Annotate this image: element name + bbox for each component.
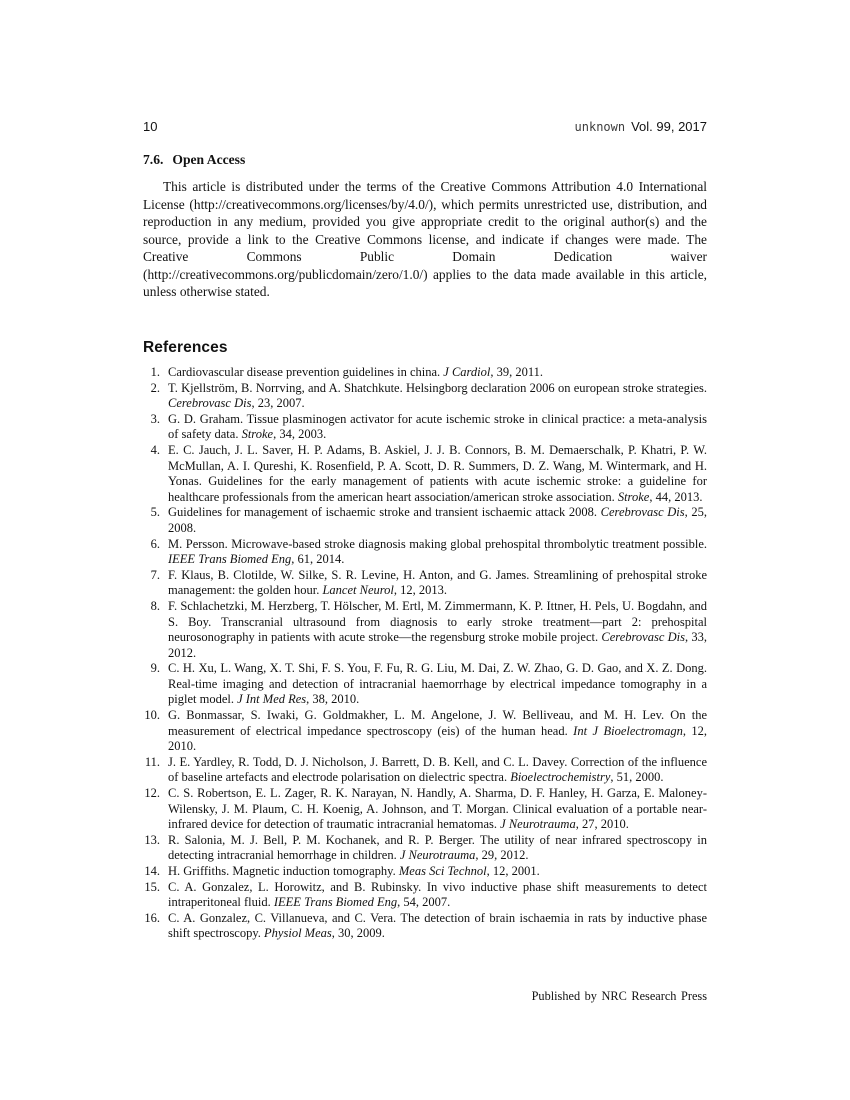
reference-item xyxy=(143,880,707,911)
reference-volume-year: , 12, 2013. xyxy=(393,583,448,598)
reference-citation-text: G. Bonmassar, S. Iwaki, G. Goldmakher, L. M. Angelone, J. W. Belliveau, and M. H. Lev. On the measurement of electrical impedance spectroscopy (eis) of the human head. xyxy=(168,708,707,738)
reference-journal-name: Cerebrovasc Dis xyxy=(601,630,686,645)
reference-item xyxy=(143,864,707,880)
reference-journal-name: J Cardiol xyxy=(443,365,491,379)
reference-citation-text: C. H. Xu, L. Wang, X. T. Shi, F. S. You, F. Fu, R. G. Liu, M. Dai, Z. W. Zhao, G. D. Gao, and X. Z. Dong. Real-time imaging and detection of intracranial haemorrhage by electrical impedance tomography in a piglet model. xyxy=(168,661,707,707)
reference-body xyxy=(168,708,707,753)
reference-journal-name: Stroke xyxy=(241,427,274,442)
reference-body xyxy=(168,911,707,941)
reference-body xyxy=(168,599,707,660)
reference-journal-name: Cerebrovasc Dis xyxy=(168,396,252,411)
reference-volume-year: , 30, 2009. xyxy=(331,926,385,941)
running-header-right xyxy=(575,119,707,134)
reference-item xyxy=(143,505,707,536)
reference-number: 16. xyxy=(144,910,160,925)
reference-volume-year: , 27, 2010. xyxy=(575,817,629,832)
reference-journal-name: IEEE Trans Biomed Eng xyxy=(273,895,398,910)
page-number: 10 xyxy=(143,119,158,134)
reference-item xyxy=(143,537,707,568)
section-number: 7.6. xyxy=(143,152,164,167)
reference-journal-name: Lancet Neurol xyxy=(322,583,394,598)
reference-citation-text: R. Salonia, M. J. Bell, P. M. Kochanek, and R. P. Berger. The utility of near infrared spectroscopy in detecting intracranial hemorrhage in children. xyxy=(168,832,707,863)
open-access-paragraph: This article is distributed under the terms of the Creative Commons Attribution 4.0 International License (http://creativecommons.org/licenses/by/4.0/), which permits unrestricted use, distribution, and reproduction in any medium, provided you give appropriate credit to the original author(s) and the source, provide a link to the Creative Commons license, and indicate if changes were made. The Creative Commons Public Domain Dedication waiver (http://creativecommons.org/publicdomain/zero/1.0/) applies to the data made available in this article, unless otherwise stated. xyxy=(143,179,707,299)
reference-number: 14. xyxy=(144,864,160,878)
reference-citation-text: Cardiovascular disease prevention guidelines in china. xyxy=(168,365,441,379)
reference-item xyxy=(143,911,707,942)
reference-journal-name: Stroke xyxy=(617,489,650,504)
reference-citation-text: E. C. Jauch, J. L. Saver, H. P. Adams, B. Askiel, J. J. B. Connors, B. M. Demaerschalk, P. Khatri, P. W. McMullan, A. I. Qureshi, K. Rosenfield, P. A. Scott, D. R. Summers, D. Z. Wang, M. Wintermark, and H. Yonas. Guidelines for the early management of patients with acute ischemic stroke: a guideline for healthcare professionals from the american heart association/american stroke association. xyxy=(168,442,707,504)
reference-number: 2. xyxy=(150,380,160,395)
reference-citation-text: C. S. Robertson, E. L. Zager, R. K. Narayan, N. Handly, A. Sharma, D. F. Hanley, H. Garza, E. Maloney-Wilensky, J. M. Plaum, C. H. Koenig, A. Johnson, and T. Morgan. Clinical evaluation of a portable near-infrared device for detection of traumatic intracranial hematomas. xyxy=(168,786,707,832)
reference-volume-year: , 61, 2014. xyxy=(291,552,345,567)
reference-journal-name: Bioelectrochemistry xyxy=(510,770,611,785)
reference-item xyxy=(143,661,707,708)
reference-item xyxy=(143,833,707,864)
reference-item xyxy=(143,708,707,755)
reference-number: 11. xyxy=(144,754,160,769)
reference-item xyxy=(143,599,707,661)
reference-body xyxy=(168,568,707,598)
references-heading: References xyxy=(143,339,228,356)
reference-body xyxy=(168,864,540,878)
reference-citation-text: F. Klaus, B. Clotilde, W. Silke, S. R. Levine, H. Anton, and G. James. Streamlining of prehospital stroke management: the golden hour. xyxy=(168,567,707,598)
reference-volume-year: , 23, 2007. xyxy=(251,396,305,411)
reference-citation-text: T. Kjellström, B. Norrving, and A. Shatchkute. Helsingborg declaration 2006 on european stroke strategies. xyxy=(168,380,707,395)
reference-number: 1. xyxy=(150,365,160,379)
reference-journal-name: Cerebrovasc Dis xyxy=(600,505,685,520)
reference-number: 5. xyxy=(150,505,160,520)
reference-number: 9. xyxy=(150,661,160,676)
reference-item xyxy=(143,786,707,833)
reference-volume-year: , 44, 2013. xyxy=(649,489,703,504)
reference-journal-name: Int J Bioelectromagn xyxy=(573,723,683,738)
running-header xyxy=(143,119,707,134)
reference-citation-text: C. A. Gonzalez, L. Horowitz, and B. Rubinsky. In vivo inductive phase shift measurements to detect intraperitoneal fluid. xyxy=(168,879,707,910)
reference-volume-year: , 12, 2010. xyxy=(168,723,708,754)
reference-number: 7. xyxy=(150,567,160,582)
reference-journal-name: J Neurotrauma xyxy=(500,817,576,832)
reference-journal-name: Meas Sci Technol xyxy=(398,864,487,878)
reference-citation-text: C. A. Gonzalez, C. Villanueva, and C. Vera. The detection of brain ischaemia in rats by inductive phase shift spectroscopy. xyxy=(168,910,707,941)
reference-volume-year: , 34, 2003. xyxy=(273,427,327,442)
reference-number: 12. xyxy=(144,786,160,801)
reference-journal-name: J Neurotrauma xyxy=(399,848,476,863)
reference-number: 4. xyxy=(150,442,160,457)
reference-volume-year: , 39, 2011. xyxy=(490,365,544,379)
reference-body xyxy=(168,412,707,442)
reference-volume-year: , 51, 2000. xyxy=(610,770,664,785)
journal-running-title: unknown xyxy=(574,120,626,134)
publisher-footer xyxy=(143,989,707,1004)
reference-number: 10. xyxy=(144,708,160,723)
reference-citation-text: Guidelines for management of ischaemic stroke and transient ischaemic attack 2008. xyxy=(168,505,598,520)
reference-journal-name: IEEE Trans Biomed Eng xyxy=(168,552,292,567)
reference-journal-name: J Int Med Res xyxy=(237,692,307,707)
reference-body xyxy=(168,443,707,504)
reference-volume-year: , 29, 2012. xyxy=(475,848,529,863)
reference-body xyxy=(168,786,707,831)
publisher-note: Published by NRC Research Press xyxy=(531,989,707,1003)
reference-number: 13. xyxy=(144,832,160,847)
reference-volume-year: , 33, 2012. xyxy=(168,630,708,660)
reference-body xyxy=(168,833,707,863)
reference-number: 3. xyxy=(150,411,160,426)
reference-number: 8. xyxy=(150,598,160,613)
reference-body xyxy=(168,505,707,535)
reference-item xyxy=(143,755,707,786)
reference-journal-name: Physiol Meas xyxy=(264,926,332,941)
reference-item xyxy=(143,568,707,599)
reference-body xyxy=(168,365,543,379)
reference-item xyxy=(143,365,707,381)
reference-number: 6. xyxy=(150,536,160,551)
section-heading xyxy=(143,152,707,168)
reference-volume-year: , 54, 2007. xyxy=(397,895,451,910)
reference-volume-year: , 38, 2010. xyxy=(306,692,360,707)
reference-body xyxy=(168,755,707,785)
reference-number: 15. xyxy=(144,879,160,894)
reference-item xyxy=(143,381,707,412)
reference-item xyxy=(143,412,707,443)
reference-body xyxy=(168,381,707,411)
reference-body xyxy=(168,537,707,567)
section-title: Open Access xyxy=(172,152,246,167)
reference-body xyxy=(168,880,707,910)
reference-citation-text: J. E. Yardley, R. Todd, D. J. Nicholson, J. Barrett, D. B. Kell, and C. L. Davey. Correction of the influence of baseline artefacts and electrode polarisation on dielectric spectra. xyxy=(168,754,707,785)
references-list xyxy=(143,365,707,942)
volume-info: Vol. 99, 2017 xyxy=(631,119,707,134)
reference-citation-text: H. Griffiths. Magnetic induction tomography. xyxy=(168,864,396,878)
reference-citation-text: M. Persson. Microwave-based stroke diagnosis making global prehospital thrombolytic treatment possible. xyxy=(168,536,707,551)
reference-citation-text: G. D. Graham. Tissue plasminogen activator for acute ischemic stroke in clinical practice: a meta-analysis of safety data. xyxy=(168,411,707,442)
reference-body xyxy=(168,661,707,706)
reference-volume-year: , 25, 2008. xyxy=(168,505,708,535)
reference-citation-text: F. Schlachetzki, M. Herzberg, T. Hölscher, M. Ertl, M. Zimmermann, K. P. Ittner, H. Pels, U. Bogdahn, and S. Boy. Transcranial ultrasound from diagnosis to early stroke treatment—part 2: prehospital neurosonography in patients with acute stroke—the regensburg stroke mobile project. xyxy=(168,598,707,645)
reference-item xyxy=(143,443,707,505)
reference-volume-year: , 12, 2001. xyxy=(486,864,540,878)
